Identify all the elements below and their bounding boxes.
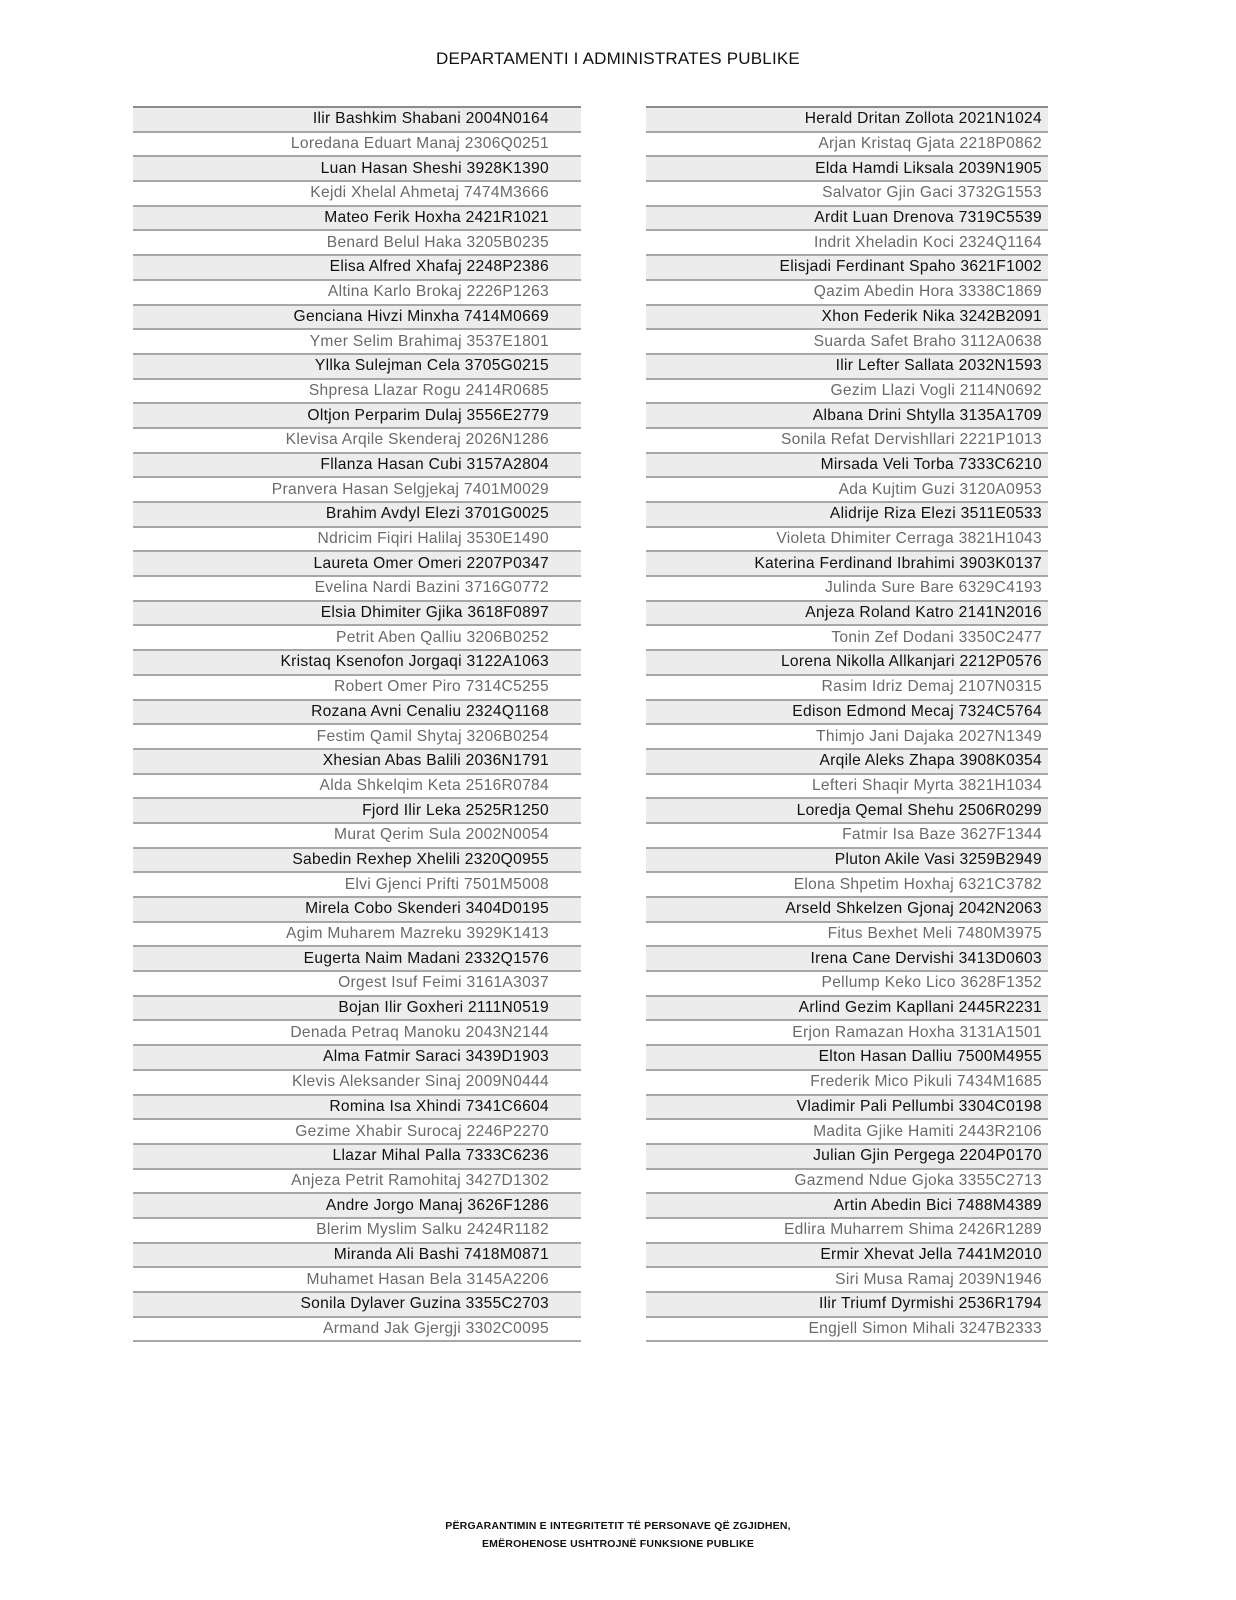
list-item: Thimjo Jani Dajaka 2027N1349 (646, 725, 1048, 750)
list-item: Mirela Cobo Skenderi 3404D0195 (133, 898, 581, 923)
list-item: Sabedin Rexhep Xhelili 2320Q0955 (133, 849, 581, 874)
list-item: Ardit Luan Drenova 7319C5539 (646, 207, 1048, 232)
list-item: Elton Hasan Dalliu 7500M4955 (646, 1046, 1048, 1071)
list-item: Anjeza Roland Katro 2141N2016 (646, 602, 1048, 627)
list-item: Kristaq Ksenofon Jorgaqi 3122A1063 (133, 651, 581, 676)
list-item: Gezime Xhabir Surocaj 2246P2270 (133, 1120, 581, 1145)
list-item: Ilir Lefter Sallata 2032N1593 (646, 355, 1048, 380)
list-item: Alda Shkelqim Keta 2516R0784 (133, 775, 581, 800)
list-item: Siri Musa Ramaj 2039N1946 (646, 1268, 1048, 1293)
list-item: Engjell Simon Mihali 3247B2333 (646, 1318, 1048, 1343)
footer-line-2: EMËROHENOSE USHTROJNË FUNKSIONE PUBLIKE (481, 1538, 755, 1550)
list-item: Artin Abedin Bici 7488M4389 (646, 1194, 1048, 1219)
list-item: Ymer Selim Brahimaj 3537E1801 (133, 330, 581, 355)
list-item: Elisjadi Ferdinant Spaho 3621F1002 (646, 256, 1048, 281)
list-item: Fatmir Isa Baze 3627F1344 (646, 824, 1048, 849)
list-item: Ilir Bashkim Shabani 2004N0164 (133, 108, 581, 133)
list-item: Sonila Dylaver Guzina 3355C2703 (133, 1293, 581, 1318)
list-item: Salvator Gjin Gaci 3732G1553 (646, 182, 1048, 207)
list-item: Ilir Triumf Dyrmishi 2536R1794 (646, 1293, 1048, 1318)
footer (0, 1517, 1236, 1553)
list-item: Rasim Idriz Demaj 2107N0315 (646, 676, 1048, 701)
list-item: Elona Shpetim Hoxhaj 6321C3782 (646, 873, 1048, 898)
list-item: Fllanza Hasan Cubi 3157A2804 (133, 454, 581, 479)
list-item: Oltjon Perparim Dulaj 3556E2779 (133, 404, 581, 429)
list-item: Murat Qerim Sula 2002N0054 (133, 824, 581, 849)
list-item: Pranvera Hasan Selgjekaj 7401M0029 (133, 478, 581, 503)
list-item: Edison Edmond Mecaj 7324C5764 (646, 701, 1048, 726)
list-item: Brahim Avdyl Elezi 3701G0025 (133, 503, 581, 528)
list-item: Rozana Avni Cenaliu 2324Q1168 (133, 701, 581, 726)
list-item: Armand Jak Gjergji 3302C0095 (133, 1318, 581, 1343)
footer-line-1: PËRGARANTIMIN E INTEGRITETIT TË PERSONAVE QË ZGJIDHEN, (445, 1520, 791, 1532)
list-item: Sonila Refat Dervishllari 2221P1013 (646, 429, 1048, 454)
list-item: Herald Dritan Zollota 2021N1024 (646, 108, 1048, 133)
list-item: Suarda Safet Braho 3112A0638 (646, 330, 1048, 355)
page-title: DEPARTAMENTI I ADMINISTRATES PUBLIKE (436, 49, 800, 68)
list-item: Llazar Mihal Palla 7333C6236 (133, 1145, 581, 1170)
left-column (133, 106, 581, 1342)
list-item: Shpresa Llazar Rogu 2414R0685 (133, 380, 581, 405)
list-item: Xhon Federik Nika 3242B2091 (646, 306, 1048, 331)
list-item: Elisa Alfred Xhafaj 2248P2386 (133, 256, 581, 281)
list-item: Denada Petraq Manoku 2043N2144 (133, 1021, 581, 1046)
list-item: Elvi Gjenci Prifti 7501M5008 (133, 873, 581, 898)
list-item: Ndricim Fiqiri Halilaj 3530E1490 (133, 528, 581, 553)
list-item: Qazim Abedin Hora 3338C1869 (646, 281, 1048, 306)
list-item: Loredja Qemal Shehu 2506R0299 (646, 799, 1048, 824)
list-item: Lorena Nikolla Allkanjari 2212P0576 (646, 651, 1048, 676)
list-item: Andre Jorgo Manaj 3626F1286 (133, 1194, 581, 1219)
list-item: Blerim Myslim Salku 2424R1182 (133, 1219, 581, 1244)
list-item: Romina Isa Xhindi 7341C6604 (133, 1096, 581, 1121)
list-item: Agim Muharem Mazreku 3929K1413 (133, 923, 581, 948)
list-item: Violeta Dhimiter Cerraga 3821H1043 (646, 528, 1048, 553)
list-item: Elsia Dhimiter Gjika 3618F0897 (133, 602, 581, 627)
list-item: Ermir Xhevat Jella 7441M2010 (646, 1244, 1048, 1269)
list-item: Alma Fatmir Saraci 3439D1903 (133, 1046, 581, 1071)
list-item: Yllka Sulejman Cela 3705G0215 (133, 355, 581, 380)
list-item: Anjeza Petrit Ramohitaj 3427D1302 (133, 1170, 581, 1195)
list-item: Frederik Mico Pikuli 7434M1685 (646, 1071, 1048, 1096)
list-item: Gazmend Ndue Gjoka 3355C2713 (646, 1170, 1048, 1195)
list-item: Vladimir Pali Pellumbi 3304C0198 (646, 1096, 1048, 1121)
list-item: Benard Belul Haka 3205B0235 (133, 231, 581, 256)
list-item: Orgest Isuf Feimi 3161A3037 (133, 972, 581, 997)
list-item: Albana Drini Shtylla 3135A1709 (646, 404, 1048, 429)
list-item: Eugerta Naim Madani 2332Q1576 (133, 947, 581, 972)
list-item: Arseld Shkelzen Gjonaj 2042N2063 (646, 898, 1048, 923)
list-item: Evelina Nardi Bazini 3716G0772 (133, 577, 581, 602)
list-item: Mateo Ferik Hoxha 2421R1021 (133, 207, 581, 232)
list-item: Elda Hamdi Liksala 2039N1905 (646, 157, 1048, 182)
list-item: Arqile Aleks Zhapa 3908K0354 (646, 750, 1048, 775)
list-item: Robert Omer Piro 7314C5255 (133, 676, 581, 701)
list-item: Xhesian Abas Balili 2036N1791 (133, 750, 581, 775)
list-item: Julian Gjin Pergega 2204P0170 (646, 1145, 1048, 1170)
list-item: Katerina Ferdinand Ibrahimi 3903K0137 (646, 552, 1048, 577)
list-item: Arlind Gezim Kapllani 2445R2231 (646, 997, 1048, 1022)
list-item: Irena Cane Dervishi 3413D0603 (646, 947, 1048, 972)
list-item: Genciana Hivzi Minxha 7414M0669 (133, 306, 581, 331)
list-item: Loredana Eduart Manaj 2306Q0251 (133, 133, 581, 158)
list-item: Tonin Zef Dodani 3350C2477 (646, 626, 1048, 651)
list-item: Gezim Llazi Vogli 2114N0692 (646, 380, 1048, 405)
list-item: Fitus Bexhet Meli 7480M3975 (646, 923, 1048, 948)
list-item: Klevisa Arqile Skenderaj 2026N1286 (133, 429, 581, 454)
list-item: Bojan Ilir Goxheri 2111N0519 (133, 997, 581, 1022)
list-item: Kejdi Xhelal Ahmetaj 7474M3666 (133, 182, 581, 207)
list-item: Erjon Ramazan Hoxha 3131A1501 (646, 1021, 1048, 1046)
list-item: Muhamet Hasan Bela 3145A2206 (133, 1268, 581, 1293)
list-item: Festim Qamil Shytaj 3206B0254 (133, 725, 581, 750)
list-item: Arjan Kristaq Gjata 2218P0862 (646, 133, 1048, 158)
list-item: Madita Gjike Hamiti 2443R2106 (646, 1120, 1048, 1145)
list-item: Edlira Muharrem Shima 2426R1289 (646, 1219, 1048, 1244)
list-item: Ada Kujtim Guzi 3120A0953 (646, 478, 1048, 503)
list-item: Petrit Aben Qalliu 3206B0252 (133, 626, 581, 651)
list-item: Pellump Keko Lico 3628F1352 (646, 972, 1048, 997)
list-item: Miranda Ali Bashi 7418M0871 (133, 1244, 581, 1269)
list-item: Klevis Aleksander Sinaj 2009N0444 (133, 1071, 581, 1096)
right-column (646, 106, 1048, 1342)
list-item: Lefteri Shaqir Myrta 3821H1034 (646, 775, 1048, 800)
list-item: Fjord Ilir Leka 2525R1250 (133, 799, 581, 824)
list-item: Alidrije Riza Elezi 3511E0533 (646, 503, 1048, 528)
list-item: Laureta Omer Omeri 2207P0347 (133, 552, 581, 577)
list-item: Indrit Xheladin Koci 2324Q1164 (646, 231, 1048, 256)
list-item: Pluton Akile Vasi 3259B2949 (646, 849, 1048, 874)
list-item: Altina Karlo Brokaj 2226P1263 (133, 281, 581, 306)
list-item: Julinda Sure Bare 6329C4193 (646, 577, 1048, 602)
list-item: Luan Hasan Sheshi 3928K1390 (133, 157, 581, 182)
list-item: Mirsada Veli Torba 7333C6210 (646, 454, 1048, 479)
